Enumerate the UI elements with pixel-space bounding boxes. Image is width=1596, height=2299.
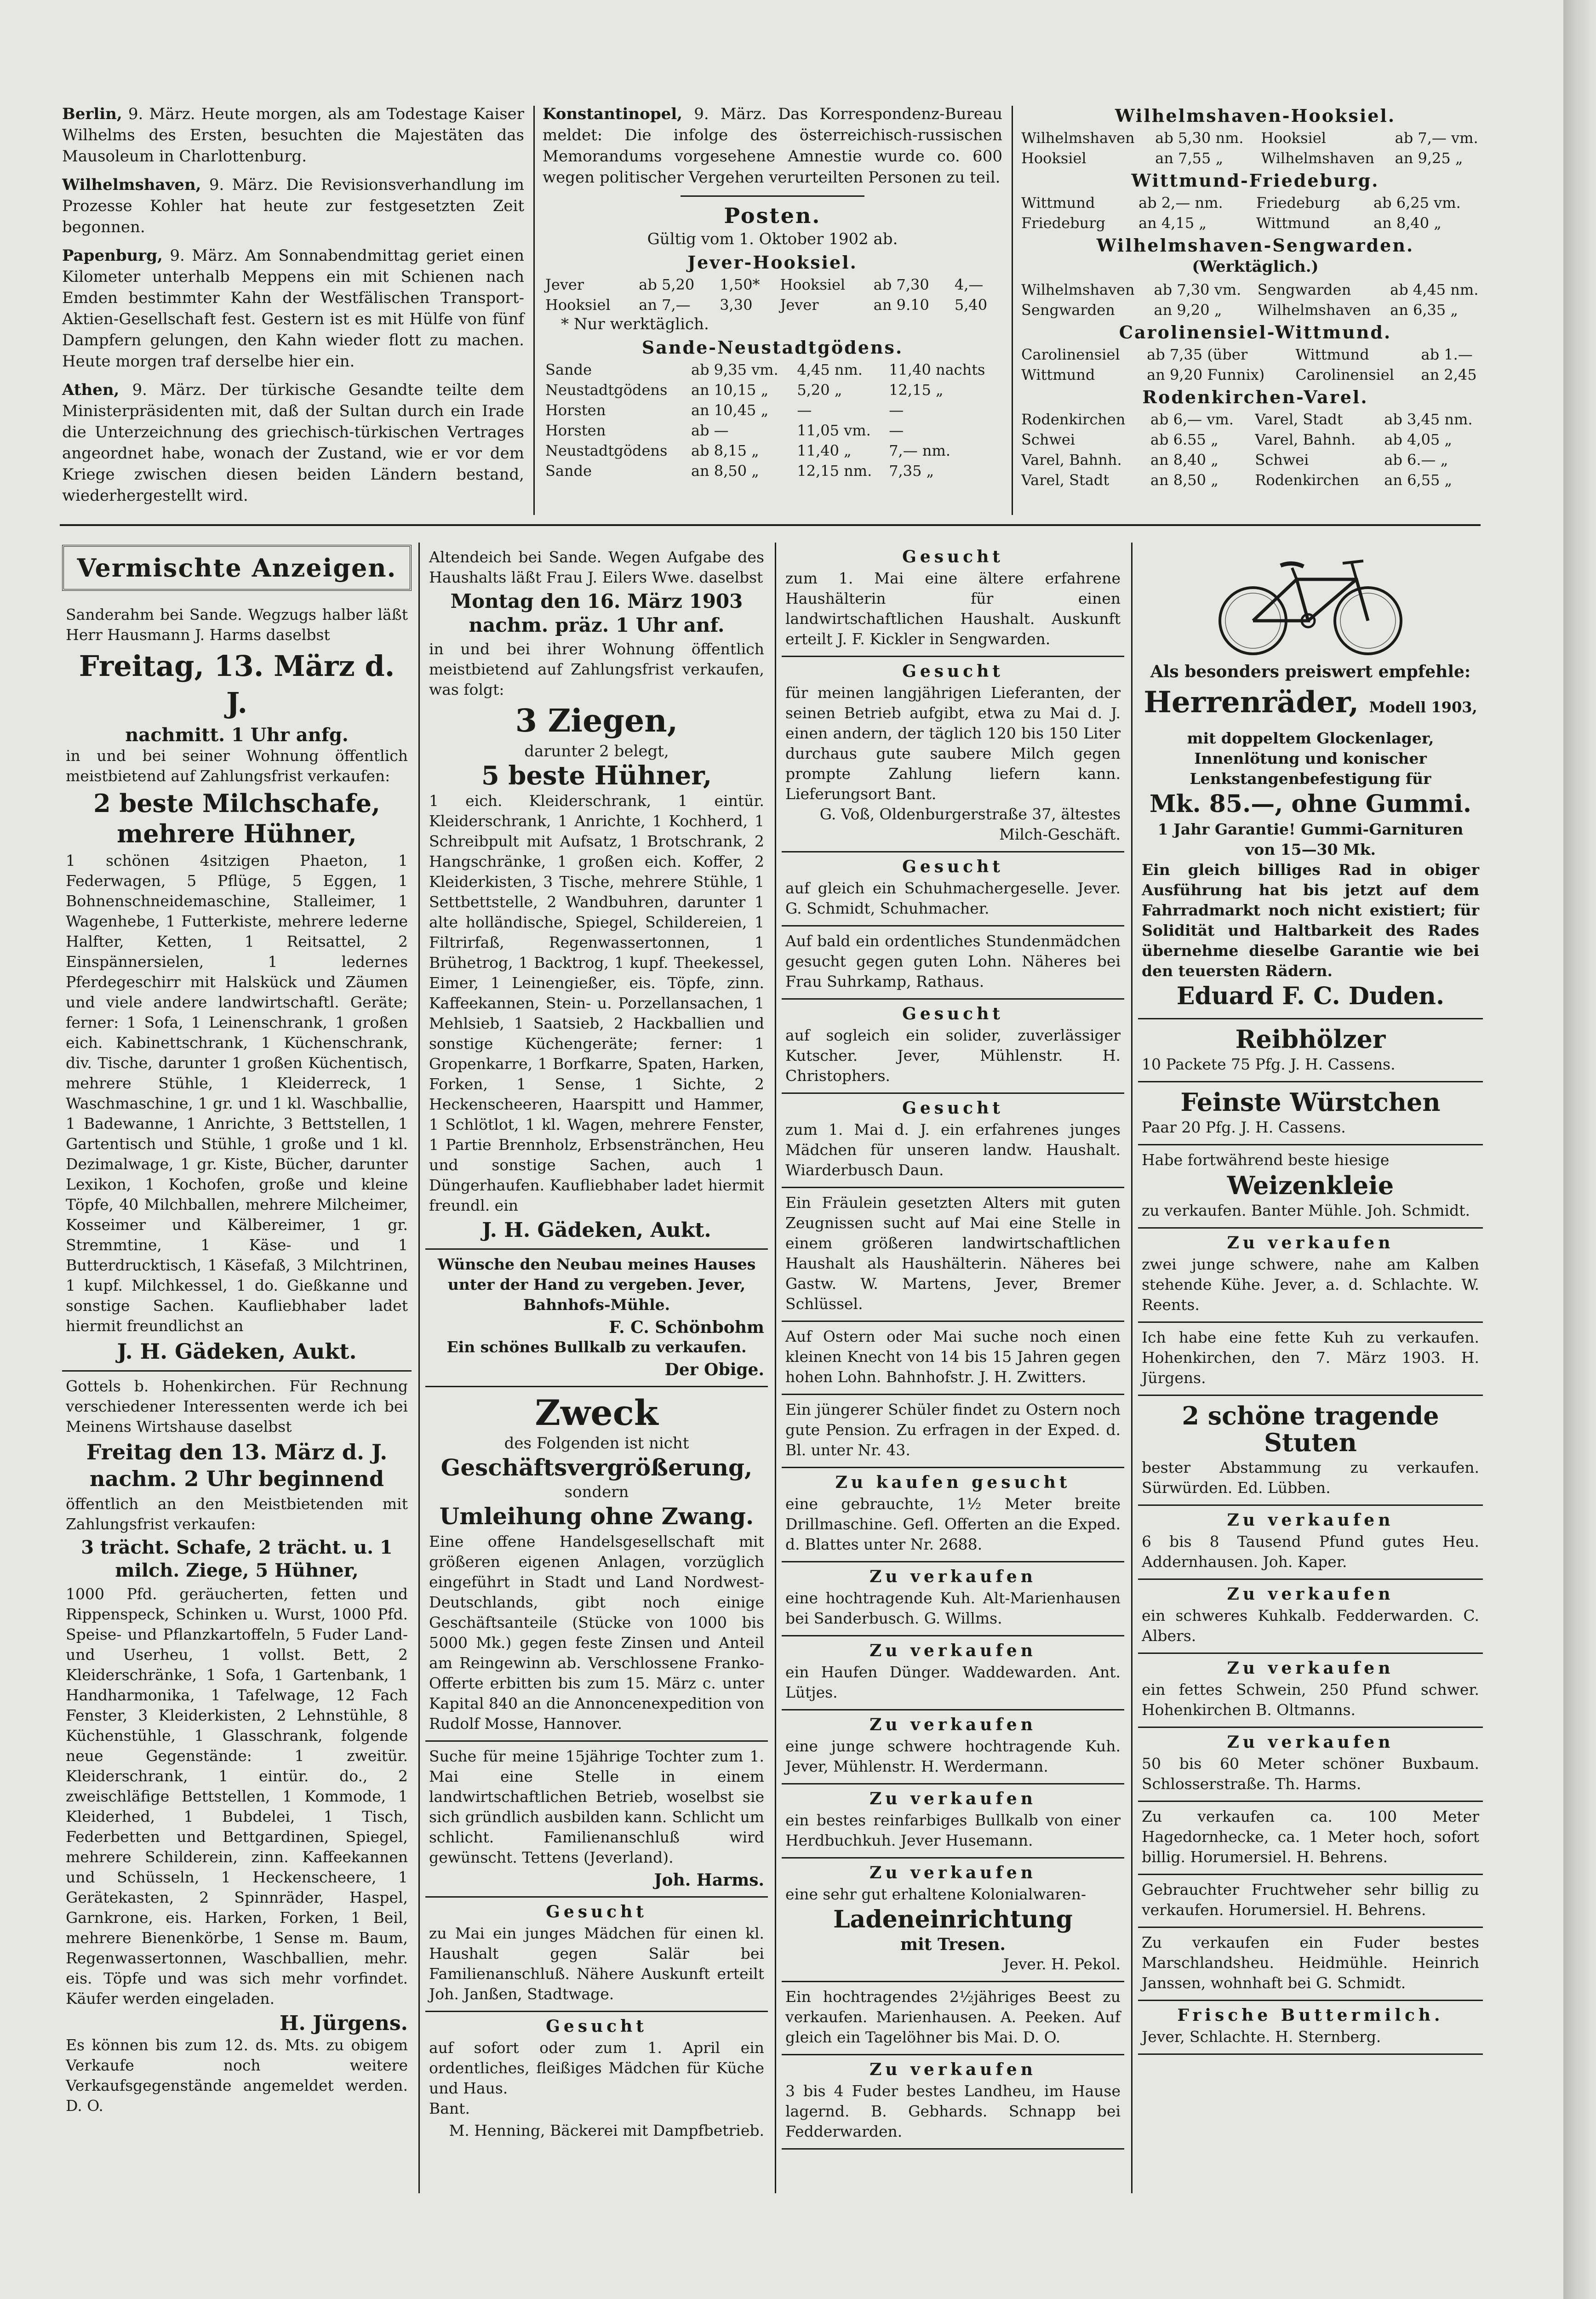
sande-cell: ab 9,35 vm. [691,361,778,378]
ws-title: Wilhelmshaven-Sengwarden. [1096,235,1414,256]
timetables-right [1018,103,1492,490]
sande-row [543,360,1002,380]
ad-sanderahm [62,600,412,1372]
cw-cell: an 9,20 Funnix) [1147,366,1265,383]
news-athen: Athen, 9. März. Der türkische Gesandte teilte dem Ministerpräsidenten mit, daß der Sultan durch ein Irade die Unterzeichnung des griechisch-türkischen Vertrages angeordnet habe, wonach der Zustand, wie er vor dem Kriege zwischen diesen beiden Ländern bestand, wiederhergestellt wird. [62,381,524,505]
ad-text: zu Mai ein junges Mädchen für einen kl. Haushalt gegen Salär bei Familienanschluß. Nähere Auskunft erteilt Joh. Janßen, Stadtwage. [429,1924,764,2003]
ad-head: Zu verkaufen [1227,1658,1394,1678]
divider [681,195,864,197]
ad-model: Modell 1903, [1369,698,1477,716]
ad-signature: Der Obige. [664,1360,764,1379]
rv-cell: Varel, Stadt [1255,411,1343,428]
ad-head: Gesucht [546,1902,647,1922]
sande-cell: 11,40 „ [797,442,852,459]
ad-col3-16 [782,2055,1124,2150]
ad-sub: sondern [564,1483,629,1501]
ad-price: Mk. 85.—, ohne Gummi. [1149,790,1472,818]
whh-cell: an 9,25 „ [1395,149,1463,167]
ws-cell: ab 7,30 vm. [1154,281,1241,298]
ad-gesucht-janssen [425,1898,768,2012]
ad-headline-3: Umleihung ohne Zwang. [439,1503,754,1530]
ad-text: eine hochtragende Kuh. Alt-Marienhausen bei Sanderbusch. G. Willms. [785,1589,1121,1627]
whh-cell: Wilhelmshaven [1021,129,1135,147]
whh-cell: Wilhelmshaven [1261,149,1374,167]
rv-cell: ab 3,45 nm. [1384,411,1473,428]
wf-row [1018,193,1492,213]
sande-cell: ab — [691,422,729,439]
jever-hooksiel-cell: Jever [545,276,584,293]
ad-text: 10 Packete 75 Pfg. J. H. Cassens. [1142,1055,1396,1073]
ws-cell: ab 4,45 nm. [1390,281,1479,298]
wf-row [1018,213,1492,233]
ad-text: Suche für meine 15jährige Tochter zum 1. Mai eine Stelle in einem landwirtschaftlichen Betrieb, woselbst sie sich gründlich ausbilden kann. Schlicht um schlicht. Familienanschluß wird gewünscht. Tettens (Jeverland). [429,1747,764,1866]
jever-hooksiel-cell: 4,— [954,276,984,293]
ad-headline-2: Geschäftsvergrößerung, [440,1454,753,1481]
wf-cell: ab 6,25 vm. [1373,194,1461,212]
ad-text: Ein Fräulein gesetzten Alters mit guten Zeugnissen sucht auf Mai eine Stelle in einem größeren landwirtschaftlichen Haushalt als Haushälterin. Näheres bei Gastw. W. Martens, Jever, Bremer Schlüssel. [785,1194,1121,1313]
ad-col4-13 [1138,2001,1483,2055]
whh-cell: an 7,55 „ [1155,149,1224,167]
posten-title: Posten. [724,203,821,228]
ad-signature: Eduard F. C. Duden. [1176,982,1445,1010]
ad-col3-3 [782,926,1124,1000]
column-rule [533,106,535,515]
ad-herrenraeder [1138,543,1483,1019]
ad-altendeich [425,543,768,1250]
ad-col3-5 [782,1094,1124,1188]
wf-cell: Friedeburg [1021,214,1105,232]
sande-cell: ab 8,15 „ [691,442,759,459]
cw-cell: Wittmund [1295,346,1369,363]
ad-text: 1 schönen 4sitzigen Phaeton, 1 Federwagen, 5 Pflüge, 5 Eggen, 1 Bohnenschneidemaschine, Stalleimer, 1 Wagenhebe, 1 Futterkiste, mehrere lederne Halfter, Ketten, 1 Reitsattel, 2 Einspännersielen, 1 ledernes Pferdegeschirr mit Halskück und Zäumen und viele andere landwirtschaftl. Geräte; ferner: 1 Sofa, 1 Leinenschrank, 1 großen eich. Kabinettschrank, 1 Küchenschrank, div. Tische, darunter 1 großen Küchentisch, mehrere Stühle, 1 Kleiderreck, 1 Waschmaschine, 1 gr. und 1 kl. Waschballie, 1 Badewanne, 1 Anrichte, 3 Bettstellen, 1 Gartentisch und Stühle, 1 große und 1 kl. Dezimalwage, 1 gr. Kiste, Bücher, darunter Lexikon, 1 Kochofen, große und kleine Töpfe, 40 Milchballen, mehrere Milcheimer, Kosseimer und Kälbereimer, 1 gr. Stremmtine, 1 Käse- und 1 Butterdrucktisch, 1 Käsefaß, 3 Milchtrinen, 1 kupf. Milchkessel, 1 do. Gießkanne und sonstige Sachen. Kaufliebhaber ladet hiermit freundlichst an [66,852,408,1335]
page-edge [1563,0,1596,2299]
ad-text: Gebrauchter Fruchtweher sehr billig zu verkaufen. Horumersiel. H. Behrens. [1142,1881,1479,1919]
ad-col4-3 [1138,1229,1483,1323]
column-rule [1012,106,1013,515]
ad-head: Frische Buttermilch. [1177,2006,1444,2025]
sande-cell: 7,35 „ [889,462,934,480]
ad-sub: mit Tresen. [900,1935,1006,1954]
ad-gottels [62,1372,412,2122]
rv-title: Rodenkirchen-Varel. [1142,387,1368,407]
cw-row [1018,344,1492,365]
rv-cell: ab 6.— „ [1384,451,1448,469]
ad-text: 50 bis 60 Meter schöner Buxbaum. Schlosserstraße. Th. Harms. [1142,1755,1479,1793]
ad-head: Zu verkaufen [870,1715,1036,1734]
ad-headline: Weizenkleie [1227,1171,1394,1200]
ad-text: Auf Ostern oder Mai suche noch einen kleinen Knecht von 14 bis 15 Jahren gegen hohen Lohn. Bahnhofstr. J. H. Zwitters. [785,1327,1121,1386]
whh-table [1018,128,1492,168]
ad-col4-2 [1138,1145,1483,1229]
rv-cell: Varel, Stadt [1021,471,1110,489]
news-konstantinopel: Konstantinopel, 9. März. Das Korrespondenz-Bureau meldet: Die infolge des österreichisch-russischen Memorandums vorgesehene Amnestie wurde co. 600 wegen politischer Vergehen verurteilten Personen zu teil. [543,105,1003,187]
ad-col3-1 [782,657,1124,852]
column-rule [775,543,776,2193]
ad-signature: G. Voß, Oldenburgerstraße 37, ältestes Milch-Geschäft. [819,805,1121,843]
whh-cell: Hooksiel [1021,149,1087,167]
ad-text: Ein hochtragendes 2½jähriges Beest zu verkaufen. Marienhausen. A. Peeken. Auf gleich ein Tagelöhner bis Mai. D. O. [785,1988,1121,2046]
jever-hooksiel-cell: an 9.10 [873,296,929,314]
ad-col3-10 [782,1562,1124,1636]
rv-cell: Varel, Bahnh. [1255,431,1356,448]
ad-head: Gesucht [902,1004,1004,1024]
ad-col4-12 [1138,1928,1483,2001]
sande-cell: Horsten [545,422,606,439]
cw-title: Carolinensiel-Wittmund. [1119,322,1392,343]
ad-col3-7 [782,1322,1124,1395]
sande-row [543,461,1002,481]
ws-table [1018,280,1492,320]
ad-col3-0 [782,543,1124,657]
ad-head: Gesucht [902,547,1004,566]
ad-date: Freitag den 13. März d. J. nachm. 2 Uhr beginnend [86,1440,388,1491]
jever-hooksiel-cell: ab 5,20 [639,276,695,293]
ad-text: öffentlich an den Meistbietenden mit Zahlungsfrist verkaufen: [66,1495,408,1533]
sande-cell: Sande [545,361,592,378]
sande-cell: Neustadtgödens [545,381,668,399]
ad-head: Zu kaufen gesucht [835,1473,1071,1492]
sande-cell: Neustadtgödens [545,442,668,459]
ad-text: Wünsche den Neubau meines Hauses unter der Hand zu vergeben. Jever, Bahnhofs-Mühle. [437,1255,756,1314]
rv-row [1018,450,1492,470]
ad-signature: F. C. Schönbohm [609,1318,764,1337]
ad-col4-4 [1138,1323,1483,1396]
ws-cell: Wilhelmshaven [1257,301,1371,319]
sande-row [543,440,1002,461]
ad-signature: J. H. Gädeken, Aukt. [482,1218,711,1242]
ad-text: Es können bis zum 12. ds. Mts. zu obigem Verkaufe noch weitere Verkaufsgegenstände angemeldet werden. D. O. [66,2036,408,2115]
ad-head: Zu verkaufen [870,1641,1036,1660]
ad-text: ein bestes reinfarbiges Bullkalb von einer Herdbuchkuh. Jever Husemann. [785,1811,1121,1849]
wf-table [1018,193,1492,233]
ad-signature: M. Henning, Bäckerei mit Dampfbetrieb. [449,2122,764,2139]
vermischte-anzeigen-header: Vermischte Anzeigen. [62,545,412,591]
jever-hooksiel-title: Jever-Hooksiel. [687,252,858,273]
rv-cell: ab 4,05 „ [1384,431,1452,448]
sande-cell: an 10,45 „ [691,401,769,419]
ad-head: Gesucht [902,857,1004,876]
ad-col3-6 [782,1188,1124,1322]
jever-hooksiel-cell: 5,40 [954,296,988,314]
ad-headline: Herrenräder, Modell 1903, [1144,685,1477,720]
ads-column-2 [425,543,768,2146]
sande-row [543,380,1002,400]
ad-text: 1 Jahr Garantie! Gummi-Garnituren von 15—30 Mk. [1157,820,1464,858]
jever-hooksiel-cell: Hooksiel [545,296,611,314]
ads-column-1 [62,545,412,2122]
ad-text: Zu verkaufen ca. 100 Meter Hagedornhecke, ca. 1 Meter hoch, sofort billig. Horumersiel. H. Behrens. [1142,1807,1479,1866]
jever-hooksiel-cell: Hooksiel [780,276,846,293]
sande-cell: — [889,401,904,419]
ad-text: auf sofort oder zum 1. April ein ordentliches, fleißiges Mädchen für Küche und Haus. [429,2039,764,2097]
news-column-left [62,103,524,514]
ad-head: Zu verkaufen [1227,1233,1394,1252]
ad-head: Gesucht [902,1098,1004,1118]
ad-text: zum 1. Mai eine ältere erfahrene Haushälterin für einen landwirtschaftlichen Haushalt. Auskunft erteilt J. F. Kickler in Sengwarden. [785,569,1121,648]
jever-hooksiel-cell: 1,50* [720,276,760,293]
ad-signature: H. Jürgens. [279,2012,408,2035]
ad-headline: Reibhölzer [1235,1024,1386,1054]
rv-row [1018,409,1492,429]
ad-gesucht-henning [425,2012,768,2146]
ad-place: Bant. [429,2099,470,2117]
ad-col4-7 [1138,1580,1483,1654]
jever-hooksiel-cell: ab 7,30 [873,276,929,293]
ad-date: Freitag, 13. März d. J. [79,649,395,720]
ad-text: auf gleich ein Schuhmachergeselle. Jever. G. Schmidt, Schuhmacher. [785,879,1121,917]
ad-col3-2 [782,852,1124,926]
ad-text: Jever, Schlachte. H. Sternberg. [1142,2028,1381,2046]
ad-text: Ein gleich billiges Rad in obiger Ausführung hat bis jetzt auf dem Fahrradmarkt noch nicht existiert; für Solidität und Haltbarkeit des Rades übernehme dieselbe Garantie wie bei den teuersten Rädern. [1142,861,1479,980]
ad-col3-11 [782,1636,1124,1710]
ad-zweck [425,1387,768,1742]
ad-text: 6 bis 8 Tausend Pfund gutes Heu. Addernhausen. Joh. Kaper. [1142,1533,1479,1571]
ad-text: 1000 Pfd. geräucherten, fetten und Rippenspeck, Schinken u. Wurst, 1000 Pfd. Speise- und Pflanzkartoffeln, 5 Fuder Land- und Userheu, 1 vollst. Bett, 2 Kleiderschränke, 1 Sofa, 1 Gartenbank, 1 Handharmonika, 1 Tafelwage, 12 Fach Fenster, 3 Kleiderkisten, 2 Lehnstühle, 8 Küchenstühle, 1 Glasschrank, folgende neue Gegenstände: 1 zweitür. Kleiderschrank, 1 eintür. do., 2 zweischläfige Bettstellen, 1 Kommode, 1 Kleiderhed, 1 Bubdelei, 1 Tisch, Federbetten und Bettgardinen, Spiegel, mehrere Schilderein, zinn. Kaffeekannen und Schüsseln, 1 Heckenscheere, 1 Gerätekasten, 2 Spinnräder, Haspel, Garnkrone, eis. Harken, Forken, 1 Beil, mehrere Bienenkörbe, 1 Sense m. Baum, Regenwassertonnen, Waschballien, mehr. eis. Töpfe und was sich mehr vorfindet. Käufer werden eingeladen. [66,1585,408,2007]
sande-cell: 7,— nm. [889,442,951,459]
column-rule [1131,543,1133,2193]
wf-cell: ab 2,— nm. [1138,194,1223,212]
ad-headline: 2 beste Milchschafe, mehrere Hühner, [93,789,380,848]
ad-text: Zu verkaufen ein Fuder bestes Marschlandsheu. Heidmühle. Heinrich Janssen, wohnhaft bei G. Schmidt. [1142,1933,1479,1992]
sande-title: Sande-Neustadtgödens. [641,337,904,358]
ws-cell: an 6,35 „ [1390,301,1458,319]
ad-text: in und bei seiner Wohnung öffentlich meistbietend auf Zahlungsfrist verkaufen: [66,747,408,785]
ad-text: für meinen langjährigen Lieferanten, der seinen Betrieb aufgibt, etwa zu Mai d. J. einen andern, der täglich 120 bis 150 Liter durchaus gute saubere Milch gegen prompte Zahlung liefern kann. Lieferungsort Bant. [785,684,1121,803]
ad-headline: 3 Ziegen, [515,703,678,739]
ad-col3-12 [782,1710,1124,1784]
rv-cell: an 6,55 „ [1384,471,1453,489]
rv-table [1018,409,1492,490]
ad-col4-11 [1138,1875,1483,1928]
ad-head: Zu verkaufen [1227,1510,1394,1530]
ad-text: Eine offene Handelsgesellschaft mit größeren eigenen Anlagen, vorzüglich eingeführt in Stadt und Land Nordwest-Deutschlands, gibt noch einige Geschäftsanteile (Stücke von 1000 bis 5000 Mk.) gegen feste Zinsen und Anteil am Reingewinn ab. Verschlossene Franko-Offerte erbitten bis zum 15. März c. unter Kapital 840 an die Annoncenexpedition von Rudolf Mosse, Hannover. [429,1533,764,1733]
ad-neubau [425,1250,768,1387]
rv-cell: Schwei [1021,431,1075,448]
ad-col4-5 [1138,1396,1483,1506]
ad-col3-14 [782,1859,1124,1982]
ad-text: 3 bis 4 Fuder bestes Landheu, im Hause lagernd. B. Gebhards. Schnapp bei Fedderwarden. [785,2082,1121,2140]
ad-col3-9 [782,1468,1124,1562]
ad-signature: Jever. H. Pekol. [1003,1955,1121,1973]
section-rule [60,524,1481,526]
ad-headline: Feinste Würstchen [1180,1087,1441,1117]
whh-row [1018,148,1492,168]
ad-text: Ein jüngerer Schüler findet zu Ostern noch gute Pension. Zu erfragen in der Exped. d. Bl. unter Nr. 43. [785,1401,1121,1459]
rv-row [1018,470,1492,490]
ad-text: Ein schönes Bullkalb zu verkaufen. [446,1338,747,1356]
ad-text: Altendeich bei Sande. Wegen Aufgabe des Haushalts läßt Frau J. Eilers Wwe. daselbst [429,548,764,586]
sande-row [543,400,1002,420]
ad-head: Zu verkaufen [870,1863,1036,1882]
ad-text: bester Abstammung zu verkaufen. Sürwürden. Ed. Lübben. [1142,1458,1479,1497]
wf-cell: an 8,40 „ [1373,214,1442,232]
ad-text: in und bei ihrer Wohnung öffentlich meistbietend auf Zahlungsfrist verkaufen, was folgt: [429,640,764,698]
ad-sub: des Folgenden ist nicht [504,1434,689,1453]
ad-head: Zu verkaufen [870,1567,1036,1586]
cw-row [1018,365,1492,385]
ad-head: Gesucht [546,2017,647,2036]
sande-cell: 12,15 nm. [797,462,872,480]
bicycle-image [1209,552,1412,658]
ws-cell: an 9,20 „ [1154,301,1222,319]
ad-text: zwei junge schwere, nahe am Kalben stehende Kühe. Jever, a. d. Schlachte. W. Reents. [1142,1255,1479,1314]
wf-cell: Wittmund [1021,194,1095,212]
rv-cell: ab 6,— vm. [1150,411,1234,428]
ad-text: zum 1. Mai d. J. ein erfahrenes junges Mädchen für unseren landw. Haushalt. Wiarderbusch Daun. [785,1121,1121,1179]
ad-col3-13 [782,1784,1124,1859]
rv-row [1018,429,1492,450]
ws-cell: Sengwarden [1257,281,1351,298]
rv-cell: Varel, Bahnh. [1021,451,1122,469]
jever-hooksiel-cell: 3,30 [720,296,753,314]
sande-table [543,360,1002,481]
ad-sub: darunter 2 belegt, [524,742,669,761]
posten-validity: Gültig vom 1. Oktober 1902 ab. [647,230,898,248]
ad-head: Zu verkaufen [870,2060,1036,2079]
ad-col4-6 [1138,1506,1483,1580]
ad-text: eine gebrauchte, 1½ Meter breite Drillmaschine. Gefl. Offerten an die Exped. d. Blattes unter Nr. 2688. [785,1495,1121,1553]
jever-hooksiel-row [543,295,1002,315]
rv-cell: an 8,50 „ [1150,471,1218,489]
ad-col4-8 [1138,1654,1483,1728]
ad-col3-4 [782,1000,1124,1094]
ad-col4-10 [1138,1802,1483,1875]
ad-text: ein Haufen Dünger. Waddewarden. Ant. Lütjes. [785,1663,1121,1701]
ws-cell: Sengwarden [1021,301,1115,319]
ad-text: Auf bald ein ordentliches Stundenmädchen gesucht gegen guten Lohn. Näheres bei Frau Suhrkamp, Rathaus. [785,932,1121,990]
rv-cell: Rodenkirchen [1021,411,1126,428]
whh-cell: Hooksiel [1261,129,1326,147]
sande-cell: an 10,15 „ [691,381,769,399]
cw-cell: Carolinensiel [1021,346,1120,363]
sande-cell: 11,05 vm. [797,422,871,439]
ad-head: Zu verkaufen [1227,1584,1394,1604]
ad-text: ein schweres Kuhkalb. Fedderwarden. C. Albers. [1142,1607,1479,1645]
wf-cell: an 4,15 „ [1138,214,1207,232]
wf-cell: Wittmund [1256,214,1330,232]
whh-title: Wilhelmshaven-Hooksiel. [1115,105,1396,126]
news-wilhelmshaven: Wilhelmshaven, 9. März. Die Revisionsverhandlung im Prozesse Kohler hat heute zur festgesetzten Zeit begonnen. [62,176,524,236]
ws-cell: Wilhelmshaven [1021,281,1135,298]
cw-cell: ab 1.— [1421,346,1473,363]
jever-hooksiel-table [543,275,1002,315]
ad-text: eine sehr gut erhaltene Kolonialwaren- [785,1885,1087,1903]
sande-cell: 5,20 „ [797,381,842,399]
ad-headline: 2 schöne tragende Stuten [1182,1401,1439,1457]
sande-cell: 4,45 nm. [797,361,863,378]
sande-row [543,420,1002,440]
sande-cell: 12,15 „ [889,381,944,399]
ad-text: eine junge schwere hochtragende Kuh. Jever, Mühlenstr. H. Werdermann. [785,1737,1121,1775]
cw-cell: ab 7,35 (über [1147,346,1248,363]
news-papenburg: Papenburg, 9. März. Am Sonnabendmittag geriet einen Kilometer unterhalb Meppens ein mit Schienen nach Emden bestimmter Kahn der Westfälischen Transport-Aktien-Gesellschaft fest. Gestern ist es mit Hülfe von fünf Dampfern gelungen, den Kahn wieder flott zu machen. Heute morgen traf derselbe hier ein. [62,246,525,371]
rv-cell: ab 6.55 „ [1150,431,1218,448]
wf-title: Wittmund-Friedeburg. [1131,170,1379,191]
rv-cell: Rodenkirchen [1255,471,1359,489]
sande-cell: — [889,422,904,439]
ad-col3-15 [782,1982,1124,2055]
ad-time: nachmitt. 1 Uhr anfg. [125,724,349,746]
ws-sub: (Werktäglich.) [1192,257,1319,276]
ad-col4-9 [1138,1728,1483,1802]
ad-head: Gesucht [902,662,1004,681]
rv-cell: Schwei [1255,451,1309,469]
ad-date: Montag den 16. März 1903 nachm. präz. 1 Uhr anf. [450,590,743,636]
rv-cell: an 8,40 „ [1150,451,1218,469]
ad-signature: J. H. Gädeken, Aukt. [117,1339,357,1364]
ad-headline: Zweck [535,1392,658,1433]
ad-headline: Ladeneinrichtung [833,1905,1073,1933]
jever-hooksiel-cell: Jever [780,296,819,314]
ad-intro: Als besonders preiswert empfehle: [1150,662,1471,681]
sande-cell: — [797,401,812,419]
whh-row [1018,128,1492,148]
ad-signature: Joh. Harms. [654,1870,764,1890]
news-berlin: Berlin, 9. März. Heute morgen, als am Todestage Kaiser Wilhelms des Ersten, besuchten die Majestäten das Mausoleum in Charlottenburg. [62,105,524,166]
ad-col4-0 [1138,1019,1483,1082]
ws-row [1018,280,1492,300]
ad-headline-2: 5 beste Hühner, [481,761,712,791]
ad-text: auf sogleich ein solider, zuverlässiger Kutscher. Jever, Mühlenstr. H. Christophers. [785,1026,1121,1085]
ads-column-4 [1138,543,1483,2055]
ad-text: Gottels b. Hohenkirchen. Für Rechnung verschiedener Interessenten werde ich bei Meinens Wirtshause daselbst [66,1377,408,1435]
ad-text: Paar 20 Pfg. J. H. Cassens. [1142,1118,1346,1136]
ad-col3-8 [782,1395,1124,1468]
ad-headline: 3 trächt. Schafe, 2 trächt. u. 1 milch. Ziege, 5 Hühner, [81,1537,393,1581]
sande-cell: 11,40 nachts [889,361,985,378]
ads-column-3 [782,543,1124,2150]
sande-cell: Horsten [545,401,606,419]
ad-text: Habe fortwährend beste hiesige [1142,1151,1390,1169]
column-rule [418,543,420,2193]
ad-text: ein fettes Schwein, 250 Pfund schwer. Hohenkirchen B. Oltmanns. [1142,1681,1479,1719]
ad-col4-1 [1138,1082,1483,1145]
whh-cell: ab 5,30 nm. [1155,129,1244,147]
wf-cell: Friedeburg [1256,194,1340,212]
cw-cell: an 2,45 [1421,366,1477,383]
cw-table [1018,344,1492,385]
cw-cell: Wittmund [1021,366,1095,383]
sande-cell: Sande [545,462,592,480]
jever-hooksiel-cell: an 7,— [639,296,691,314]
cw-cell: Carolinensiel [1295,366,1394,383]
ad-text: Ich habe eine fette Kuh zu verkaufen. Hohenkirchen, den 7. März 1903. H. Jürgens. [1142,1328,1479,1387]
ad-head: Zu verkaufen [1227,1733,1394,1752]
jever-hooksiel-row [543,275,1002,295]
ad-head: Zu verkaufen [870,1789,1036,1808]
ad-text: zu verkaufen. Banter Mühle. Joh. Schmidt. [1142,1201,1470,1219]
ad-text: Sanderahm bei Sande. Wegzugs halber läßt Herr Hausmann J. Harms daselbst [66,606,408,644]
whh-cell: ab 7,— vm. [1395,129,1478,147]
sande-cell: an 8,50 „ [691,462,759,480]
ws-row [1018,300,1492,320]
ad-text: 1 eich. Kleiderschrank, 1 eintür. Kleiderschrank, 1 Anrichte, 1 Kochherd, 1 Schreibpult mit Aufsatz, 1 Brotschrank, 2 Hangschränke, 1 großen eich. Koffer, 2 Kleiderkisten, 3 Tische, mehrere Stühle, 1 Settbettstelle, 2 Wandbuhren, darunter 1 alte holländische, Spiegel, Schildereien, 1 Filtrirfaß, Regenwassertonnen, 1 Brühetrog, 1 Backtrog, 1 kupf. Theekessel, Eimer, 1 Leinengießer, eis. Töpfe, zinn. Kaffeekannen, Stein- u. Porzellansachen, 1 Mehlsieb, 1 Saatsieb, 2 Hackballien und sonstige Küchengeräte; ferner: 1 Gropenkarre, 1 Borfkarre, Spaten, Harken, Forken, 1 Sense, 1 Sichte, 2 Heckenscheeren, Haarspitt und Hammer, 1 Schlötlot, 1 kl. Wagen, mehrere Fenster, 1 Partie Brennholz, Erbsenstränchen, Heu und sonstige Sachen, auch 1 Düngerhaufen. Kaufliebhaber ladet hiermit freundl. ein [429,792,764,1214]
ad-text: mit doppeltem Glockenlager, Innenlötung und konischer Lenkstangenbefestigung für [1187,729,1434,788]
ad-tochter [425,1742,768,1898]
news-column-middle [543,103,1002,481]
jever-note: * Nur werktäglich. [561,315,709,333]
